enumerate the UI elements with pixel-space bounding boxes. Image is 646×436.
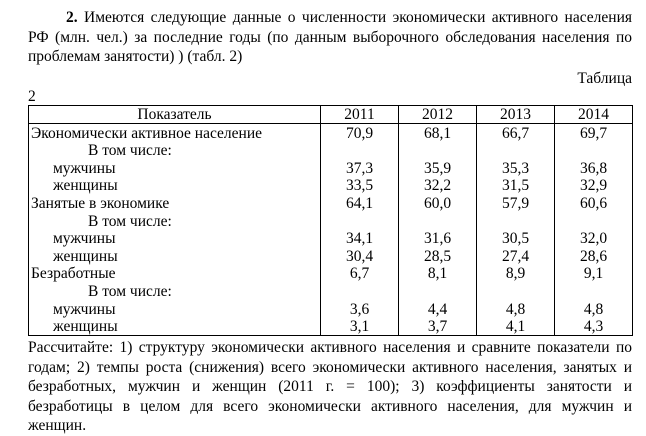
problem-number: 2. — [66, 9, 78, 26]
table-row — [29, 247, 633, 265]
table-cell: 6,7 — [321, 265, 399, 283]
table-cell: 3,1 — [321, 318, 399, 336]
table-cell: 37,3 — [321, 159, 399, 177]
table-cell — [477, 142, 555, 160]
population-table — [28, 105, 633, 337]
table-caption-number: 2 — [28, 87, 36, 105]
table-cell: 27,4 — [477, 247, 555, 265]
table-cell: 32,2 — [399, 177, 477, 195]
table-cell: 35,3 — [477, 159, 555, 177]
table-cell — [399, 282, 477, 300]
table-cell — [399, 212, 477, 230]
table-cell: 3,6 — [321, 300, 399, 318]
table-cell: 57,9 — [477, 194, 555, 212]
row-label: Безработные — [29, 265, 321, 283]
table-cell: 32,0 — [555, 230, 633, 248]
table-cell: 32,9 — [555, 177, 633, 195]
table-header-row — [29, 105, 633, 124]
table-row — [29, 142, 633, 160]
row-label: мужчины — [29, 300, 321, 318]
table-cell: 64,1 — [321, 194, 399, 212]
row-label: В том числе: — [29, 212, 321, 230]
table-cell: 4,4 — [399, 300, 477, 318]
table-cell: 66,7 — [477, 124, 555, 142]
table-cell — [555, 282, 633, 300]
table-row — [29, 177, 633, 195]
table-cell: 69,7 — [555, 124, 633, 142]
row-label: мужчины — [29, 230, 321, 248]
table-row — [29, 300, 633, 318]
problem-text: Имеются следующие данные о численности экономически активного населения РФ (млн. чел.) за последние годы (по данным выборочного обследования населения по проблемам занятости) ) (табл. 2) — [28, 9, 633, 65]
table-cell: 36,8 — [555, 159, 633, 177]
table-cell — [555, 142, 633, 160]
table-body — [29, 124, 633, 336]
table-cell: 4,8 — [555, 300, 633, 318]
table-cell — [321, 282, 399, 300]
table-row — [29, 265, 633, 283]
task-text: Рассчитайте: 1) структуру экономически активного населения и сравните показатели по годам; 2) темпы роста (снижения) всего экономически активного населения, занятых и безработных, мужчин и женщин (2011 г. = 100); 3) коэффициенты занятости и безработицы в целом для всего экономически активного населения, для мужчин и женщин. — [28, 339, 632, 435]
table-cell: 4,8 — [477, 300, 555, 318]
table-cell: 4,3 — [555, 318, 633, 336]
table-row — [29, 282, 633, 300]
table-cell: 8,9 — [477, 265, 555, 283]
table-row — [29, 124, 633, 142]
table-cell: 8,1 — [399, 265, 477, 283]
table-cell — [321, 212, 399, 230]
table-cell: 34,1 — [321, 230, 399, 248]
table-cell — [477, 212, 555, 230]
table-cell — [321, 142, 399, 160]
table-cell: 70,9 — [321, 124, 399, 142]
problem-statement — [28, 8, 632, 67]
table-row — [29, 194, 633, 212]
table-cell: 35,9 — [399, 159, 477, 177]
table-row — [29, 230, 633, 248]
row-label: мужчины — [29, 159, 321, 177]
table-cell: 28,5 — [399, 247, 477, 265]
row-label: женщины — [29, 177, 321, 195]
row-label: В том числе: — [29, 142, 321, 160]
column-header-year: 2011 — [321, 105, 399, 124]
row-label: В том числе: — [29, 282, 321, 300]
table-row — [29, 318, 633, 336]
column-header-year: 2013 — [477, 105, 555, 124]
table-cell: 60,0 — [399, 194, 477, 212]
table-cell — [477, 282, 555, 300]
table-row — [29, 212, 633, 230]
row-label: Занятые в экономике — [29, 194, 321, 212]
row-label: женщины — [29, 318, 321, 336]
table-cell — [399, 142, 477, 160]
table-cell — [555, 212, 633, 230]
table-cell: 4,1 — [477, 318, 555, 336]
document-page — [28, 8, 632, 436]
table-cell: 28,6 — [555, 247, 633, 265]
table-cell: 31,5 — [477, 177, 555, 195]
row-label: женщины — [29, 247, 321, 265]
table-cell: 3,7 — [399, 318, 477, 336]
column-header-year: 2014 — [555, 105, 633, 124]
table-cell: 68,1 — [399, 124, 477, 142]
column-header-year: 2012 — [399, 105, 477, 124]
column-header-indicator: Показатель — [29, 105, 321, 124]
table-row — [29, 159, 633, 177]
table-caption-label: Таблица — [577, 69, 632, 87]
table-cell: 9,1 — [555, 265, 633, 283]
row-label: Экономически активное население — [29, 124, 321, 142]
table-cell: 30,4 — [321, 247, 399, 265]
table-cell: 30,5 — [477, 230, 555, 248]
table-cell: 33,5 — [321, 177, 399, 195]
table-cell: 31,6 — [399, 230, 477, 248]
table-cell: 60,6 — [555, 194, 633, 212]
